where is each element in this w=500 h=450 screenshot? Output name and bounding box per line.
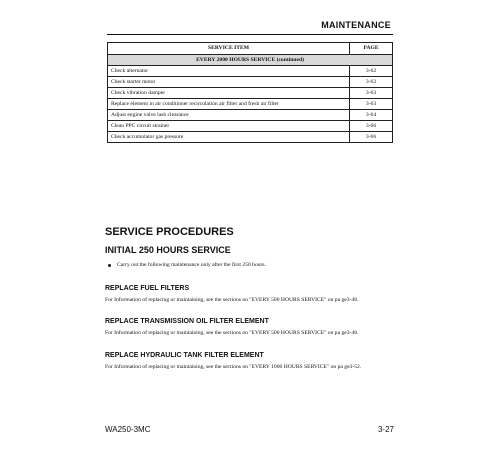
- service-item-cell: Check vibration damper: [108, 88, 350, 99]
- procedure-heading: REPLACE HYDRAULIC TANK FILTER ELEMENT: [105, 352, 264, 359]
- procedure-text: For Information of replacing or maintaining, see the sections on "EVERY 500 HOURS SERVICE" on pa ge3-48.: [105, 330, 359, 336]
- footer-page-number: 3-27: [377, 425, 394, 434]
- table-subheader-row: [108, 55, 393, 66]
- page-cell: 3-62: [350, 66, 393, 77]
- bullet-icon: [108, 264, 111, 267]
- header-title: MAINTENANCE: [321, 20, 391, 30]
- page-cell: 3-64: [350, 110, 393, 121]
- page-cell: 3-63: [350, 99, 393, 110]
- table-row: [108, 88, 393, 99]
- column-header-page: PAGE: [350, 43, 393, 55]
- service-item-cell: Clean PPC circuit strainer: [108, 121, 350, 132]
- page-cell: 3-63: [350, 88, 393, 99]
- procedure-heading: REPLACE FUEL FILTERS: [105, 285, 190, 292]
- section-subtitle: INITIAL 250 HOURS SERVICE: [105, 245, 231, 255]
- table-row: [108, 77, 393, 88]
- service-item-cell: Adjust engine valve lash clearance: [108, 110, 350, 121]
- procedure-text: For Information of replacing or maintaining, see the sections on "EVERY 500 HOURS SERVICE" on pa ge3-48.: [105, 297, 359, 303]
- service-item-cell: Check alternator: [108, 66, 350, 77]
- service-item-cell: Check starter motor: [108, 77, 350, 88]
- page-cell: 3-66: [350, 132, 393, 143]
- page-cell: 3-66: [350, 121, 393, 132]
- service-item-table: [107, 42, 393, 143]
- bullet-text: Carry out the following maintenance only after the first 250 hours.: [117, 262, 266, 268]
- section-title: SERVICE PROCEDURES: [105, 226, 234, 238]
- procedure-heading: REPLACE TRANSMISSION OIL FILTER ELEMENT: [105, 318, 269, 325]
- page-header: [107, 18, 393, 35]
- table-row: [108, 132, 393, 143]
- page-cell: 3-62: [350, 77, 393, 88]
- service-item-cell: Replace element in air conditioner recirculation air filter and fresh air filter: [108, 99, 350, 110]
- procedure-text: For Information of replacing or maintaining, see the sections on "EVERY 1000 HOURS SERVICE" on pa ge3-52.: [105, 364, 362, 370]
- table-row: [108, 110, 393, 121]
- table-row: [108, 99, 393, 110]
- bullet-item: [108, 262, 266, 268]
- table-subheader: EVERY 2000 HOURS SERVICE (continued): [108, 55, 393, 66]
- footer-model: WA250-3MC: [105, 425, 151, 434]
- table-row: [108, 121, 393, 132]
- service-item-cell: Check accumulator gas pressure: [108, 132, 350, 143]
- table-header-row: [108, 43, 393, 55]
- column-header-service-item: SERVICE ITEM: [108, 43, 350, 55]
- table-row: [108, 66, 393, 77]
